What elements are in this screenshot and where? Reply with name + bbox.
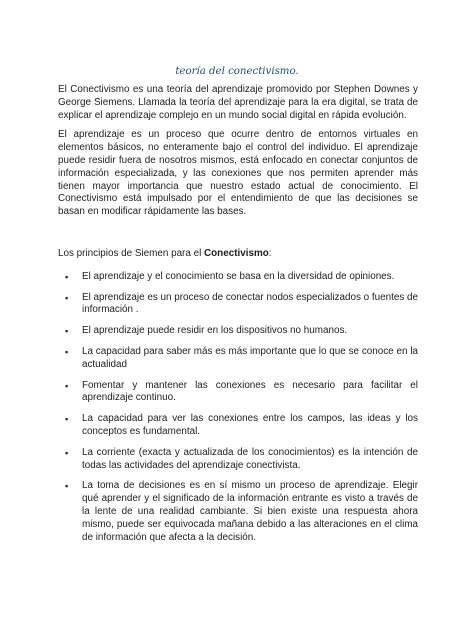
bullet-icon: ▪ (65, 481, 69, 492)
list-item (58, 413, 418, 439)
section-spacer (58, 226, 418, 248)
bullet-icon: ▪ (65, 292, 69, 303)
principles-heading-colon: : (268, 247, 272, 259)
principles-heading-text: Los principios de Siemen para el (58, 247, 205, 259)
list-item-text: El aprendizaje es un proceso de conectar nodos especializados o fuentes de información . (82, 291, 418, 316)
document-title: teoría del conectivismo. (175, 66, 299, 77)
list-item-text: El aprendizaje y el conocimiento se basa en la diversidad de opiniones. (82, 270, 395, 282)
list-item (58, 480, 418, 544)
list-item (58, 447, 418, 473)
list-item (58, 292, 418, 318)
principles-heading (58, 248, 418, 261)
list-item-text: La capacidad para ver las conexiones entre los campos, las ideas y los conceptos es fundamental. (82, 413, 418, 437)
list-item-text: La corriente (exacta y actualizada de los conocimientos) es la intención de todas las actividades del aprendizaje conectivista. (82, 446, 418, 471)
bullet-icon: ▪ (65, 271, 69, 282)
document-body (58, 84, 418, 552)
bullet-icon: ▪ (65, 326, 69, 337)
bullet-icon: ▪ (65, 380, 69, 391)
list-item-text: La toma de decisiones es en sí mismo un proceso de aprendizaje. Elegir qué aprender y el significado de la información entrante es visto a través de la lente de una realidad cambiante. Si bien existe una respuesta ahora mismo, puede ser equivocada mañana debido a las alteraciones en el clima de información que afecta a la decisión. (82, 480, 418, 543)
list-item-text: La capacidad para saber más es más importante que lo que se conoce en la actualidad (82, 345, 418, 370)
list-item (58, 325, 418, 338)
bullet-icon: ▪ (65, 447, 69, 458)
list-item-text: Fomentar y mantener las conexiones es necesario para facilitar el aprendizaje continuo. (82, 379, 418, 404)
list-item (58, 380, 418, 406)
list-item (58, 346, 418, 372)
paragraph-intro: El Conectivismo es una teoría del aprendizaje promovido por Stephen Downes y George Siemens. Llamada la teoría del aprendizaje para la era digital, se trata de explicar el aprendizaje complejo en un mundo social digital en rápida evolución. (58, 84, 418, 121)
list-item (58, 271, 418, 284)
principles-heading-bold: Conectivismo (204, 247, 269, 259)
paragraph-learning: El aprendizaje es un proceso que ocurre dentro de entornos virtuales en elementos básicos, no enteramente bajo el control del individuo. El aprendizaje puede residir fuera de nosotros mismos, está enfocado en conectar conjuntos de información especializada, y las conexiones que nos permiten aprender más tienen mayor importancia que nuestro estado actual de conocimiento. El Conectivismo está impulsado por el entendimiento de que las decisiones se basan en modificar rápidamente las bases. (58, 129, 418, 218)
list-item-text: El aprendizaje puede residir en los dispositivos no humanos. (82, 325, 348, 337)
bullet-icon: ▪ (65, 346, 69, 357)
bullet-icon: ▪ (65, 414, 69, 425)
principles-list (58, 271, 418, 545)
